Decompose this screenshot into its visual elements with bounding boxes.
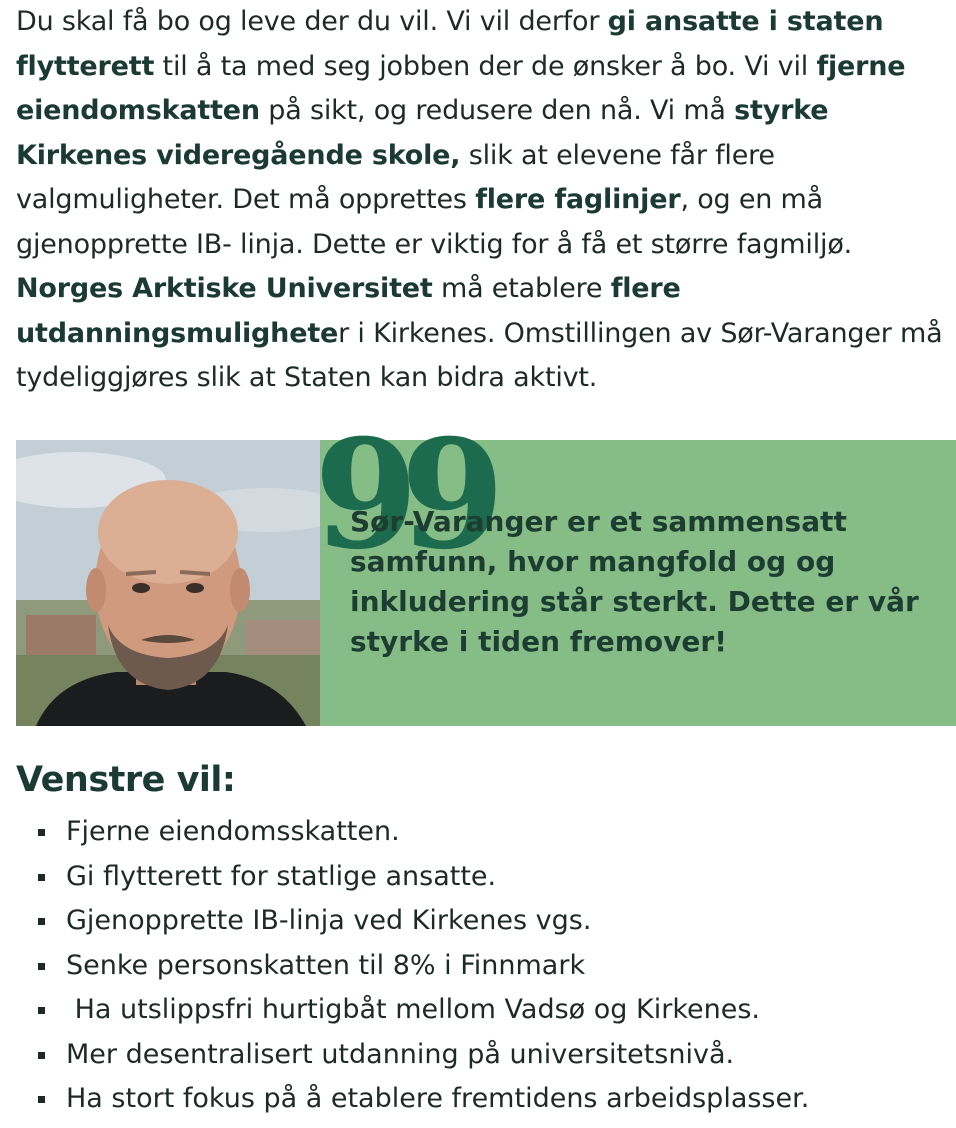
list-item: Gi flytterett for statlige ansatte.	[36, 855, 809, 900]
list-item: Senke personskatten til 8% i Finnmark	[36, 944, 809, 989]
intro-text: på sikt, og redusere den nå. Vi må	[259, 95, 735, 126]
list-item: Ha stort fokus på å etablere fremtidens arbeidsplasser.	[36, 1077, 809, 1122]
intro-text: slik at elevene får flere valgmuligheter. Det må opprettes	[16, 139, 775, 215]
intro-text: , og en må gjenopprette IB- linja. Dette er viktig for å få et større fagmiljø.	[16, 184, 853, 260]
portrait-photo	[16, 440, 320, 726]
intro-bold: styrke Kirkenes videregående skole,	[16, 95, 829, 171]
list-item: Gjenopprette IB-linja ved Kirkenes vgs.	[36, 899, 809, 944]
intro-text: Du skal få bo og leve der du vil. Vi vil derfor	[16, 6, 608, 37]
intro-bold: flere utdanningsmulighete	[16, 273, 681, 349]
list-item: Mer desentralisert utdanning på universitetsnivå.	[36, 1033, 809, 1078]
intro-text: må etablere	[432, 273, 611, 304]
intro-text: r i Kirkenes. Omstillingen av Sør-Varanger må tydeliggjøres slik at Staten kan bidra aktivt.	[16, 317, 943, 393]
intro-text: til å ta med seg jobben der de ønsker å bo. Vi vil	[154, 50, 817, 82]
intro-paragraph	[16, 0, 946, 401]
list-item: Fjerne eiendomsskatten.	[36, 810, 809, 855]
quote-feature	[16, 407, 956, 726]
portrait-illustration	[16, 440, 320, 726]
venstre-list	[36, 810, 809, 1122]
intro-bold: flere faglinjer	[475, 184, 681, 215]
intro-bold: fjerne eiendomskatten	[16, 50, 906, 126]
list-heading: Venstre vil:	[16, 760, 236, 800]
quote-mark-icon: 99	[314, 407, 487, 583]
quote-text: Sør-Varanger er et sammensatt samfunn, hvor mangfold og og inkludering står sterkt. Dette er vår styrke i tiden fremover!	[350, 505, 919, 658]
list-item: Ha utslippsfri hurtigbåt mellom Vadsø og Kirkenes.	[36, 988, 809, 1033]
intro-bold: gi ansatte i staten flytterett	[16, 6, 884, 82]
intro-bold: Norges Arktiske Universitet	[16, 273, 433, 304]
